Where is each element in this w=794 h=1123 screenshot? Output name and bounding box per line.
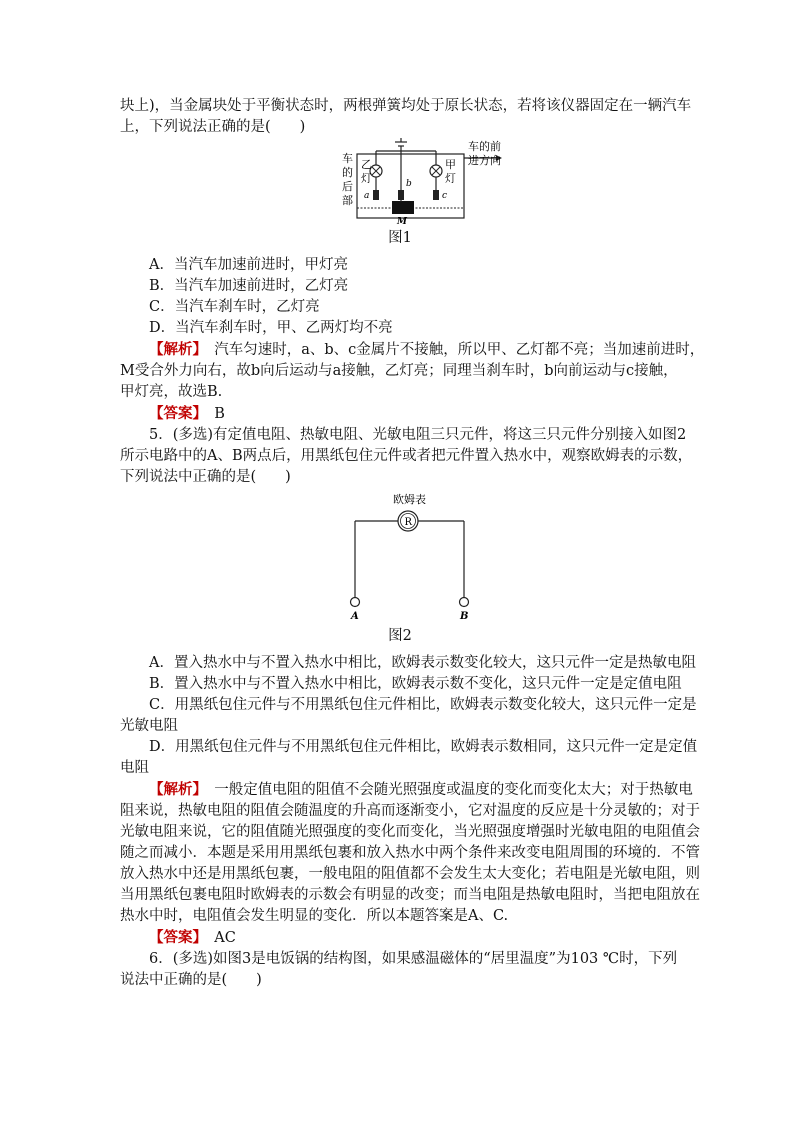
q4-option-c: C．当汽车刹车时，乙灯亮 — [149, 299, 320, 315]
analysis-tag: 【解析】 — [149, 781, 200, 798]
q4-analysis-line-3: 甲灯亮，故选B. — [120, 384, 223, 400]
fig1-contact-c: c — [442, 191, 448, 201]
q4-option-b: B．当汽车加速前进时，乙灯亮 — [149, 278, 349, 294]
fig1-lamp-jia-1: 甲 — [445, 158, 456, 171]
q5-analysis-line-1 — [120, 779, 693, 801]
q5-analysis-line-7: 热水中时，电阻值会发生明显的变化．所以本题答案是A、C. — [120, 908, 509, 924]
fig2-terminal-a: A — [351, 611, 359, 622]
q6-line-2: 说法中正确的是( ) — [120, 972, 262, 988]
q5-line-2: 所示电路中的A、B两点后，用黑纸包住元件或者把元件置入热水中，观察欧姆表的示数， — [120, 448, 693, 464]
q4-answer — [120, 403, 680, 425]
q5-analysis-line-2: 阻来说，热敏电阻的阻值会随温度的升高而逐渐变小，它对温度的反应是十分灵敏的；对于 — [120, 803, 700, 819]
figure-2-diagram — [120, 488, 680, 622]
figure-1 — [120, 138, 680, 224]
q5-line-3: 下列说法中正确的是( ) — [120, 469, 291, 485]
figure-1-caption: 图1 — [388, 230, 412, 246]
fig1-forward-label-1: 车的前 — [468, 140, 501, 153]
q5-option-b: B．置入热水中与不置入热水中相比，欧姆表示数不变化，这只元件一定是定值电阻 — [149, 676, 682, 692]
q4-analysis-line-1 — [120, 339, 705, 361]
q4-analysis-line-2: M受合外力向右，故b向后运动与a接触，乙灯亮；同理当刹车时，b向前运动与c接触， — [120, 363, 678, 379]
q4-option-a: A．当汽车加速前进时，甲灯亮 — [149, 257, 348, 273]
figure-1-diagram — [120, 138, 680, 224]
q5-line-1: 5．(多选)有定值电阻、热敏电阻、光敏电阻三只元件，将这三只元件分别接入如图2 — [149, 427, 687, 443]
fig2-meter-label: 欧姆表 — [393, 493, 426, 506]
q5-option-a: A．置入热水中与不置入热水中相比，欧姆表示数变化较大，这只元件一定是热敏电阻 — [149, 655, 696, 671]
q6-line-1: 6．(多选)如图3是电饭锅的结构图，如果感温磁体的“居里温度”为103 ℃时，下列 — [149, 951, 678, 967]
q5-option-c: C．用黑纸包住元件与不用黑纸包住元件相比，欧姆表示数变化较大，这只元件一定是 — [149, 697, 697, 713]
fig2-terminal-b: B — [460, 611, 469, 622]
fig1-rear-label-3: 后 — [342, 180, 353, 193]
q4-option-d: D．当汽车刹车时，甲、乙两灯均不亮 — [149, 320, 393, 336]
answer-tag: 【答案】 — [149, 929, 200, 946]
fig1-rear-label-2: 的 — [342, 166, 353, 179]
q5-analysis-line-5: 放入热水中还是用黑纸包裹，一般电阻的阻值都不会发生太大变化；若电阻是光敏电阻，则 — [120, 866, 700, 882]
q5-answer — [120, 927, 680, 949]
fig1-contact-a: a — [364, 191, 370, 201]
q4-answer-value: B — [199, 406, 225, 422]
q5-option-c-cont: 光敏电阻 — [120, 718, 178, 734]
fig2-meter-symbol: R — [404, 517, 413, 528]
intro-line-2: 上，下列说法正确的是( ) — [120, 119, 306, 135]
fig1-contact-b: b — [406, 179, 412, 189]
fig1-block-m: M — [397, 217, 407, 224]
fig1-rear-label-1: 车 — [342, 152, 353, 165]
fig1-lamp-yi-2: 灯 — [361, 172, 372, 185]
fig1-lamp-jia-2: 灯 — [445, 172, 456, 185]
q5-analysis-text-1: 一般定值电阻的阻值不会随光照强度或温度的变化而变化太大；对于热敏电 — [199, 782, 693, 798]
q5-option-d: D．用黑纸包住元件与不用黑纸包住元件相比，欧姆表示数相同，这只元件一定是定值 — [149, 739, 698, 755]
fig1-lamp-yi-1: 乙 — [361, 158, 372, 171]
analysis-tag: 【解析】 — [149, 341, 200, 358]
document-page — [120, 96, 705, 991]
fig1-forward-label-2: 进方向 — [468, 154, 501, 167]
intro-line-1: 块上)，当金属块处于平衡状态时，两根弹簧均处于原长状态，若将该仪器固定在一辆汽车 — [120, 98, 692, 114]
q5-answer-value: AC — [199, 930, 236, 946]
fig1-rear-label-4: 部 — [342, 194, 353, 207]
figure-2-caption: 图2 — [388, 628, 412, 644]
answer-tag: 【答案】 — [149, 405, 200, 422]
q5-analysis-line-6: 当用黑纸包裹电阻时欧姆表的示数会有明显的改变；而当电阻是热敏电阻时，当把电阻放在 — [120, 887, 700, 903]
figure-2 — [120, 488, 680, 622]
q5-option-d-cont: 电阻 — [120, 760, 149, 776]
q5-analysis-line-3: 光敏电阻来说，它的阻值随光照强度的变化而变化，当光照强度增强时光敏电阻的电阻值会 — [120, 824, 700, 840]
q4-analysis-text-1: 汽车匀速时，a、b、c金属片不接触，所以甲、乙灯都不亮；当加速前进时， — [199, 342, 705, 358]
q5-analysis-line-4: 随之而减小．本题是采用用黑纸包裹和放入热水中两个条件来改变电阻周围的环境的．不管 — [120, 845, 700, 861]
